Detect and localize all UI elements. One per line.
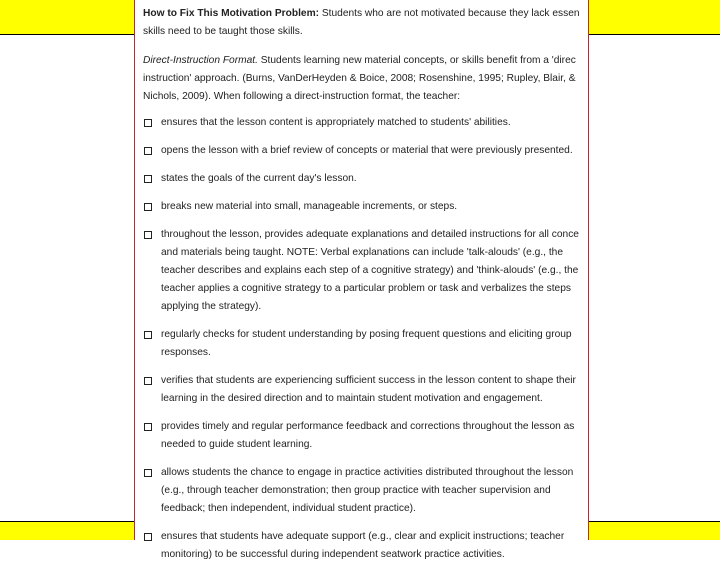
checklist-item-text: applying the strategy). (161, 301, 262, 312)
checklist-item-text: teacher applies a cognitive strategy to a particular problem or task and verbalizes the steps (161, 283, 571, 294)
document-page (134, 0, 589, 560)
checkbox-icon (144, 231, 152, 239)
intro-italic-title: Direct-Instruction Format. (143, 55, 258, 66)
heading-line-1 (143, 5, 613, 23)
checklist-item-text: allows students the chance to engage in practice activities distributed throughout the lesson (161, 467, 574, 478)
checklist-item (143, 528, 613, 564)
checklist-item-text: opens the lesson with a brief review of concepts or material that were previously presented. (161, 145, 573, 156)
checklist-item-text: (e.g., through teacher demonstration; then group practice with teacher supervision and (161, 485, 551, 496)
checkbox-icon (144, 469, 152, 477)
heading-paragraph (143, 5, 613, 41)
checklist-item-text: responses. (161, 347, 211, 358)
checklist-item-text: breaks new material into small, manageable increments, or steps. (161, 201, 458, 212)
teacher-checklist (143, 114, 613, 564)
checkbox-icon (144, 203, 152, 211)
intro-line-3: Nichols, 2009). When following a direct-instruction format, the teacher: (143, 91, 461, 102)
heading-text: Students who are not motivated because they lack essen (319, 8, 580, 19)
checkbox-icon (144, 423, 152, 431)
checkbox-icon (144, 331, 152, 339)
checklist-item-text: regularly checks for student understanding by posing frequent questions and eliciting group (161, 329, 572, 340)
checklist-item-text: ensures that students have adequate support (e.g., clear and explicit instructions; teacher (161, 531, 565, 542)
intro-paragraph (143, 52, 613, 106)
checklist-item-text: learning in the desired direction and to maintain student motivation and engagement. (161, 393, 543, 404)
checklist-item (143, 326, 613, 362)
checklist-item-text: ensures that the lesson content is appropriately matched to students' abilities. (161, 117, 511, 128)
checklist-item-text: and materials being taught. NOTE: Verbal explanations can include 'talk-alouds' (e.g., the (161, 247, 564, 258)
checklist-item-text: monitoring) to be successful during independent seatwork practice activities. (161, 549, 505, 560)
intro-line-1 (143, 52, 613, 70)
checklist-item-text: throughout the lesson, provides adequate explanations and detailed instructions for all conce (161, 229, 579, 240)
checklist-item (143, 418, 613, 454)
heading-bold: How to Fix This Motivation Problem: (143, 8, 320, 19)
checklist-item (143, 114, 613, 132)
checkbox-icon (144, 377, 152, 385)
checklist-item-text: provides timely and regular performance feedback and corrections throughout the lesson as (161, 421, 575, 432)
checklist-item-text: teacher describes and explains each step of a cognitive strategy) and 'think-alouds' (e.g., the (161, 265, 579, 276)
checkbox-icon (144, 147, 152, 155)
checklist-item (143, 170, 613, 188)
heading-line-2: skills need to be taught those skills. (143, 26, 303, 37)
checklist-item (143, 464, 613, 518)
intro-line-2: instruction' approach. (Burns, VanDerHeyden & Boice, 2008; Rosenshine, 1995; Rupley, Blair, & (143, 73, 576, 84)
checklist-item-text: feedback; then independent, individual student practice). (161, 503, 416, 514)
checkbox-icon (144, 119, 152, 127)
checklist-item-text: needed to guide student learning. (161, 439, 313, 450)
checklist-item-text: verifies that students are experiencing sufficient success in the lesson content to shape their (161, 375, 576, 386)
checkbox-icon (144, 175, 152, 183)
checklist-item (143, 226, 613, 316)
intro-text: Students learning new material concepts, or skills benefit from a 'direc (257, 55, 576, 66)
document-content (143, 5, 613, 574)
checkbox-icon (144, 533, 152, 541)
checklist-item (143, 142, 613, 160)
checklist-item (143, 198, 613, 216)
checklist-item-text: states the goals of the current day's lesson. (161, 173, 357, 184)
checklist-item (143, 372, 613, 408)
